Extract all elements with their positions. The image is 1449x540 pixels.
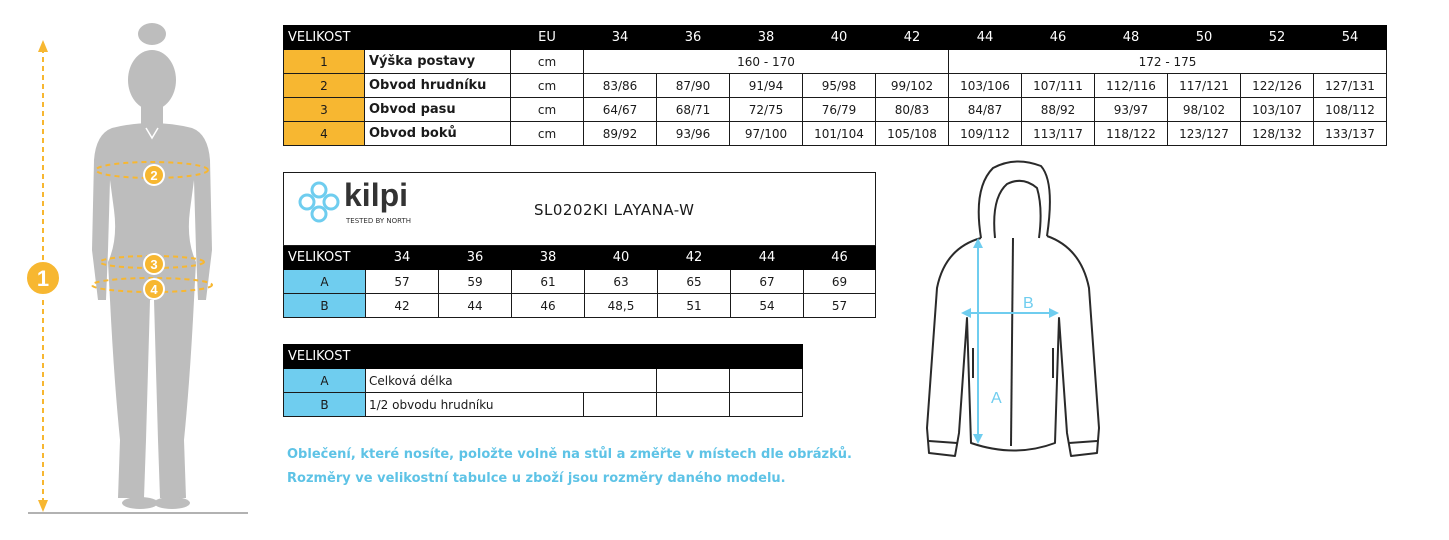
kilpi-logo-icon — [296, 179, 342, 225]
table-cell: 127/131 — [1314, 74, 1387, 98]
header-col: 44 — [731, 246, 804, 270]
row-description: Celková délka — [366, 369, 657, 393]
header-col: 34 — [584, 26, 657, 50]
header-col: 50 — [1168, 26, 1241, 50]
jacket-label-a: A — [991, 390, 1002, 407]
table-row — [284, 369, 803, 393]
table-cell: 42 — [366, 294, 439, 318]
table-cell: 98/102 — [1168, 98, 1241, 122]
row-description: 1/2 obvodu hrudníku — [366, 393, 584, 417]
table-cell: 113/117 — [1022, 122, 1095, 146]
row-label: Výška postavy — [365, 50, 511, 74]
marker-3 — [144, 254, 164, 274]
header-size: VELIKOST — [284, 246, 366, 270]
table-cell: 117/121 — [1168, 74, 1241, 98]
row-label: B — [284, 294, 366, 318]
height-range-cell: 160 - 170 — [584, 50, 949, 74]
table-cell: 122/126 — [1241, 74, 1314, 98]
row-unit: cm — [511, 74, 584, 98]
header-col: 42 — [658, 246, 731, 270]
table-row — [284, 98, 1387, 122]
table-cell: 59 — [439, 270, 512, 294]
table-header-row — [284, 246, 876, 270]
table-row — [284, 294, 876, 318]
brand-tagline: TESTED BY NORTH — [346, 217, 412, 225]
header-col: 52 — [1241, 26, 1314, 50]
table-cell: 128/132 — [1241, 122, 1314, 146]
marker-1 — [26, 261, 60, 295]
table-cell: 99/102 — [876, 74, 949, 98]
table-cell: 133/137 — [1314, 122, 1387, 146]
row-number: 1 — [284, 50, 365, 74]
table-cell: 83/86 — [584, 74, 657, 98]
model-name: SL0202KI LAYANA-W — [534, 201, 695, 219]
table-cell: 64/67 — [584, 98, 657, 122]
table-row — [284, 393, 803, 417]
table-row — [284, 270, 876, 294]
model-dimensions-note: Rozměry ve velikostní tabulce u zboží jsou rozměry daného modelu. — [287, 471, 786, 486]
row-label: B — [284, 393, 366, 417]
table-cell: 118/122 — [1095, 122, 1168, 146]
height-range-cell: 172 - 175 — [949, 50, 1387, 74]
header-col: 48 — [1095, 26, 1168, 50]
row-unit: cm — [511, 122, 584, 146]
measurement-instruction: Oblečení, které nosíte, položte volně na stůl a změřte v místech dle obrázků. — [287, 447, 852, 462]
marker-2 — [144, 165, 164, 185]
table-cell: 103/107 — [1241, 98, 1314, 122]
header-col: 46 — [804, 246, 876, 270]
row-number: 3 — [284, 98, 365, 122]
table-cell: 65 — [658, 270, 731, 294]
row-label: A — [284, 270, 366, 294]
table-cell: 109/112 — [949, 122, 1022, 146]
table-cell: 67 — [731, 270, 804, 294]
row-unit: cm — [511, 50, 584, 74]
table-cell: 69 — [804, 270, 876, 294]
table-row — [284, 50, 1387, 74]
measurement-legend-table — [283, 344, 803, 417]
table-cell: 89/92 — [584, 122, 657, 146]
table-cell: 54 — [731, 294, 804, 318]
table-cell: 101/104 — [803, 122, 876, 146]
row-label: Obvod pasu — [365, 98, 511, 122]
brand-name: kilpi — [344, 177, 409, 213]
table-cell: 48,5 — [585, 294, 658, 318]
header-col: 44 — [949, 26, 1022, 50]
jacket-label-b: B — [1023, 295, 1034, 312]
svg-text:1: 1 — [36, 266, 50, 291]
table-cell: 108/112 — [1314, 98, 1387, 122]
row-number: 4 — [284, 122, 365, 146]
table-header-row — [284, 26, 1387, 50]
product-size-table — [283, 172, 876, 318]
table-cell: 57 — [804, 294, 876, 318]
table-cell: 57 — [366, 270, 439, 294]
table-cell: 61 — [512, 270, 585, 294]
header-col: 40 — [585, 246, 658, 270]
table-cell: 107/111 — [1022, 74, 1095, 98]
table-row — [284, 122, 1387, 146]
table-cell: 91/94 — [730, 74, 803, 98]
header-col: 42 — [876, 26, 949, 50]
row-label: A — [284, 369, 366, 393]
brand-header — [284, 173, 876, 246]
size-chart-table — [283, 25, 1387, 146]
row-label: Obvod boků — [365, 122, 511, 146]
table-cell: 51 — [658, 294, 731, 318]
header-col: 38 — [512, 246, 585, 270]
table-cell: 93/97 — [1095, 98, 1168, 122]
header-col: 36 — [439, 246, 512, 270]
header-size: VELIKOST — [284, 26, 511, 50]
table-cell: 105/108 — [876, 122, 949, 146]
table-cell: 84/87 — [949, 98, 1022, 122]
row-unit: cm — [511, 98, 584, 122]
table-cell: 68/71 — [657, 98, 730, 122]
header-col: 46 — [1022, 26, 1095, 50]
table-cell: 44 — [439, 294, 512, 318]
row-number: 2 — [284, 74, 365, 98]
table-cell: 112/116 — [1095, 74, 1168, 98]
header-col: 40 — [803, 26, 876, 50]
body-measurement-figure — [0, 0, 260, 540]
table-cell: 76/79 — [803, 98, 876, 122]
table-cell: 95/98 — [803, 74, 876, 98]
table-row — [284, 74, 1387, 98]
table-cell: 97/100 — [730, 122, 803, 146]
header-col: 54 — [1314, 26, 1387, 50]
jacket-diagram — [915, 158, 1115, 468]
header-col: 34 — [366, 246, 439, 270]
svg-text:3: 3 — [150, 257, 158, 272]
header-size: VELIKOST — [284, 345, 366, 369]
table-cell: 88/92 — [1022, 98, 1095, 122]
table-cell: 80/83 — [876, 98, 949, 122]
table-cell: 123/127 — [1168, 122, 1241, 146]
svg-text:4: 4 — [150, 282, 158, 297]
table-cell: 72/75 — [730, 98, 803, 122]
table-cell: 103/106 — [949, 74, 1022, 98]
table-cell: 63 — [585, 270, 658, 294]
marker-4 — [144, 279, 164, 299]
header-eu: EU — [511, 26, 584, 50]
table-cell: 46 — [512, 294, 585, 318]
table-cell: 87/90 — [657, 74, 730, 98]
table-header-row — [284, 345, 803, 369]
svg-text:2: 2 — [150, 168, 158, 183]
table-cell: 93/96 — [657, 122, 730, 146]
header-col: 36 — [657, 26, 730, 50]
header-col: 38 — [730, 26, 803, 50]
row-label: Obvod hrudníku — [365, 74, 511, 98]
